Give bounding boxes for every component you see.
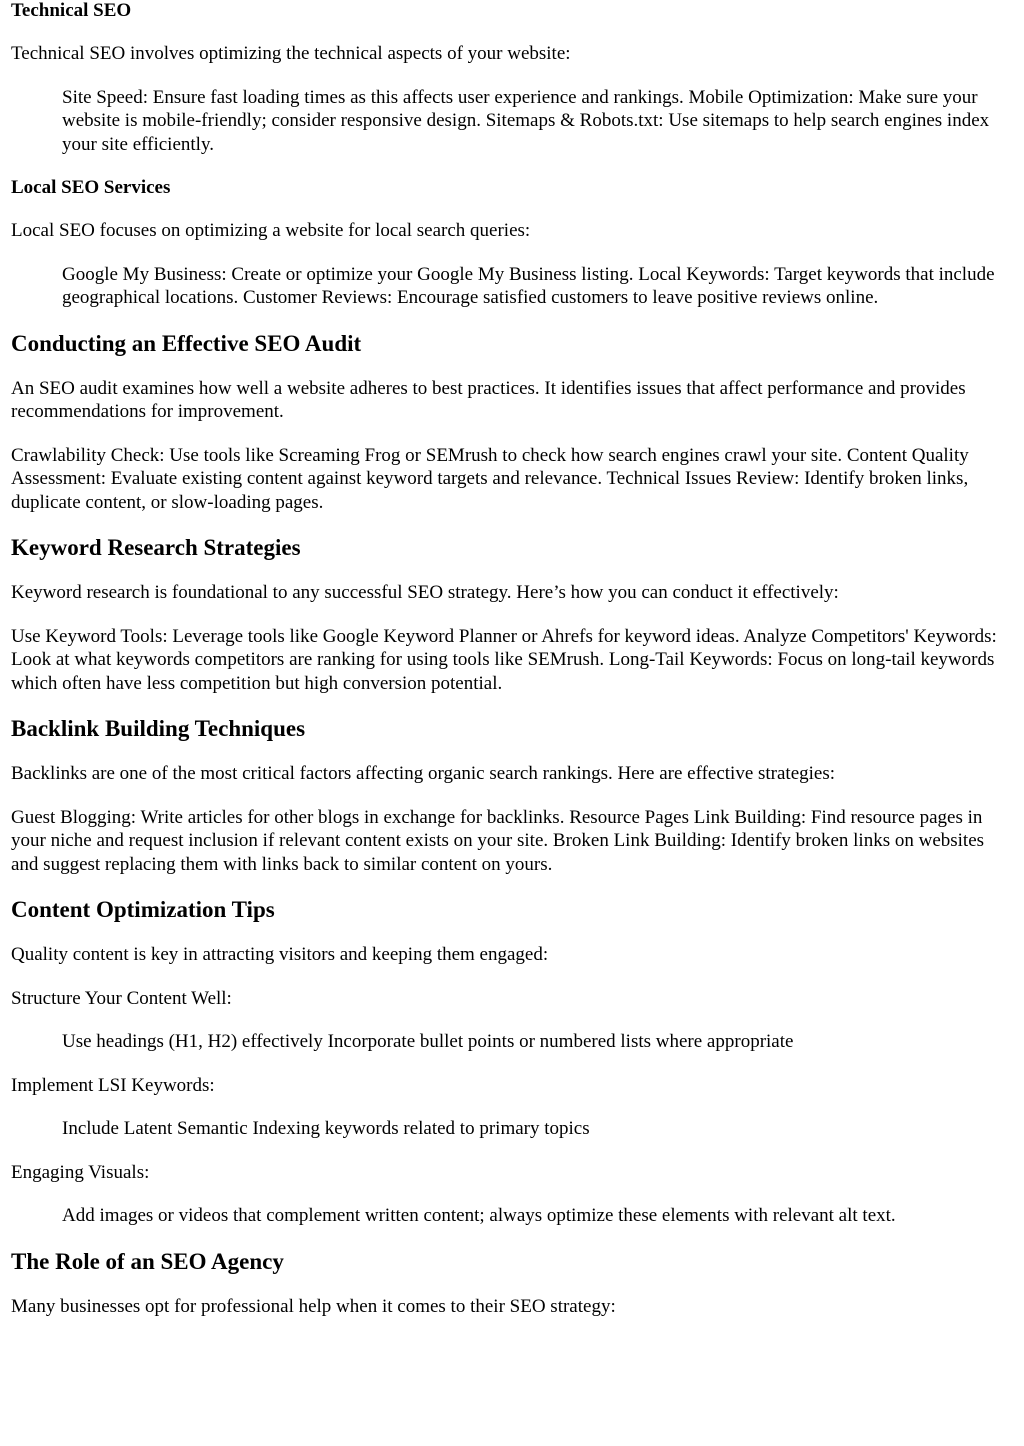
structure-list: Use headings (H1, H2) effectively Incorporate bullet points or numbered lists where appropriate <box>62 1031 794 1052</box>
seo-agency-heading: The Role of an SEO Agency <box>11 1248 284 1274</box>
technical-seo-intro: Technical SEO involves optimizing the technical aspects of your website: <box>11 43 571 64</box>
seo-agency-intro: Many businesses opt for professional help when it comes to their SEO strategy: <box>11 1295 616 1317</box>
seo-audit-body: Crawlability Check: Use tools like Screaming Frog or SEMrush to check how search engines crawl your site. Content Quality Assessment: Evaluate existing content against keyword targets and relevance. Technical Issues Review: Identify broken links, duplicate content, or slow-loading pages. <box>11 444 969 513</box>
local-seo-intro: Local SEO focuses on optimizing a website for local search queries: <box>11 220 531 241</box>
lsi-list: Include Latent Semantic Indexing keywords related to primary topics <box>62 1118 590 1139</box>
keyword-research-heading: Keyword Research Strategies <box>11 535 301 560</box>
local-seo-list: Google My Business: Create or optimize your Google My Business listing. Local Keywords: Target keywords that include geographical locations. Customer Reviews: Encourage satisfied customers to leave positive reviews online. <box>62 263 995 308</box>
content-optimization-heading: Content Optimization Tips <box>11 897 275 922</box>
backlinks-heading: Backlink Building Techniques <box>11 716 306 741</box>
keyword-research-intro: Keyword research is foundational to any successful SEO strategy. Here’s how you can conduct it effectively: <box>11 582 839 603</box>
technical-seo-list: Site Speed: Ensure fast loading times as this affects user experience and rankings. Mobile Optimization: Make sure your website is mobile-friendly; consider responsive design. Sitemaps & Robots.txt: Use sitemaps to help search engines index your site efficiently. <box>62 86 990 155</box>
seo-audit-intro: An SEO audit examines how well a website adheres to best practices. It identifies issues that affect performance and provides recommendations for improvement. <box>11 377 966 422</box>
backlinks-body: Guest Blogging: Write articles for other blogs in exchange for backlinks. Resource Pages Link Building: Find resource pages in your niche and request inclusion if relevant content exists on your site. Broken Link Building: Identify broken links on websites and suggest replacing them with links back to similar content on yours. <box>11 806 985 875</box>
content-optimization-intro: Quality content is key in attracting visitors and keeping them engaged: <box>11 944 549 965</box>
structure-label: Structure Your Content Well: <box>11 987 232 1009</box>
backlinks-intro: Backlinks are one of the most critical factors affecting organic search rankings. Here are effective strategies: <box>11 763 836 784</box>
keyword-research-body: Use Keyword Tools: Leverage tools like Google Keyword Planner or Ahrefs for keyword ideas. Analyze Competitors' Keywords: Look at what keywords competitors are ranking for using tools like SEMrush. Long-Tail Keywords: Focus on long-tail keywords which often have less competition but high conversion potential. <box>11 625 997 694</box>
technical-seo-heading: Technical SEO <box>11 0 132 21</box>
visuals-list: Add images or videos that complement written content; always optimize these elements with relevant alt text. <box>62 1205 896 1226</box>
lsi-label: Implement LSI Keywords: <box>11 1074 215 1096</box>
visuals-label: Engaging Visuals: <box>11 1161 150 1183</box>
local-seo-heading: Local SEO Services <box>11 177 171 198</box>
seo-audit-heading: Conducting an Effective SEO Audit <box>11 330 362 356</box>
